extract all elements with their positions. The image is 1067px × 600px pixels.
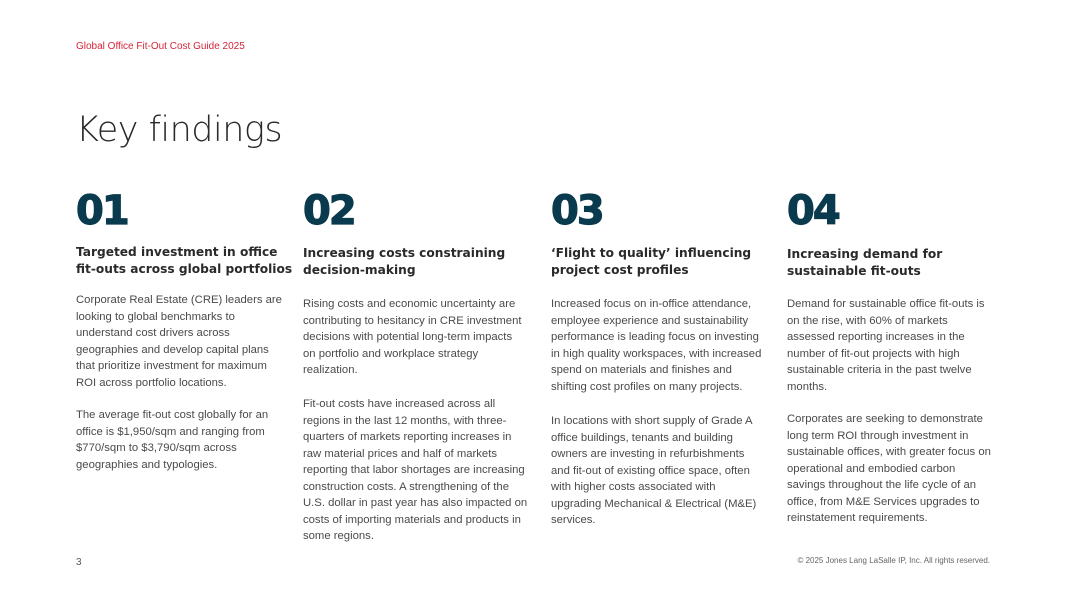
finding-number: 01: [76, 188, 128, 234]
copyright-notice: © 2025 Jones Lang LaSalle IP, Inc. All rights reserved.: [797, 556, 990, 565]
page-title: Key findings: [76, 110, 283, 150]
finding-title: Increasing costs constraining decision-making: [303, 246, 506, 277]
finding-title: ‘Flight to quality’ influencing project cost profiles: [551, 246, 752, 277]
finding-paragraph: Demand for sustainable office fit-outs is on the rise, with 60% of markets assessed reporting increases in the number of fit-out projects with high sustainable criteria in the past twelve months.: [787, 298, 985, 393]
finding-paragraph: In locations with short supply of Grade A office buildings, tenants and building owners are investing in refurbishments and fit-out of existing office space, often with higher costs associated with upgrading Mechanical & Electrical (M&E) services.: [551, 415, 757, 526]
finding-paragraph: Fit-out costs have increased across all regions in the last 12 months, with three- quarters of markets reporting increases in raw material prices and half of markets reporting that labor shortages are increasing construction costs. A strengthening of the U.S. dollar in past year has also impacted on costs of importing materials and products in some regions.: [303, 398, 528, 542]
finding-number: 03: [551, 188, 603, 234]
finding-column-3: [551, 188, 762, 526]
finding-title: Targeted investment in office fit-outs across global portfolios: [76, 245, 293, 276]
finding-paragraph: Corporates are seeking to demonstrate long term ROI through investment in sustainable offices, with greater focus on operational and embodied carbon savings throughout the life cycle of an office, from M&E Services upgrades to reinstatement requirements.: [787, 413, 991, 524]
finding-number: 02: [303, 188, 355, 234]
finding-column-2: [303, 188, 528, 542]
finding-paragraph: The average fit-out cost globally for an office is $1,950/sqm and ranging from $770/sqm to $3,790/sqm across geographies and typologies.: [76, 409, 269, 471]
finding-column-1: [76, 188, 293, 471]
finding-paragraph: Corporate Real Estate (CRE) leaders are looking to global benchmarks to understand cost drivers across geographies and develop capital plans that prioritize investment for maximum ROI across portfolio locations.: [76, 294, 282, 389]
finding-column-4: [787, 188, 991, 524]
header-label: Global Office Fit-Out Cost Guide 2025: [76, 41, 245, 52]
finding-title: Increasing demand for sustainable fit-outs: [787, 247, 943, 278]
page-number: 3: [76, 557, 82, 568]
finding-paragraph: Increased focus on in-office attendance, employee experience and sustainability performance is leading focus on investing in high quality workspaces, with increased spend on materials and finishes and shifting cost profiles on many projects.: [551, 298, 762, 393]
finding-number: 04: [787, 188, 839, 234]
finding-paragraph: Rising costs and economic uncertainty are contributing to hesitancy in CRE investment decisions with potential long-term impacts on portfolio and workplace strategy realization.: [303, 298, 522, 376]
